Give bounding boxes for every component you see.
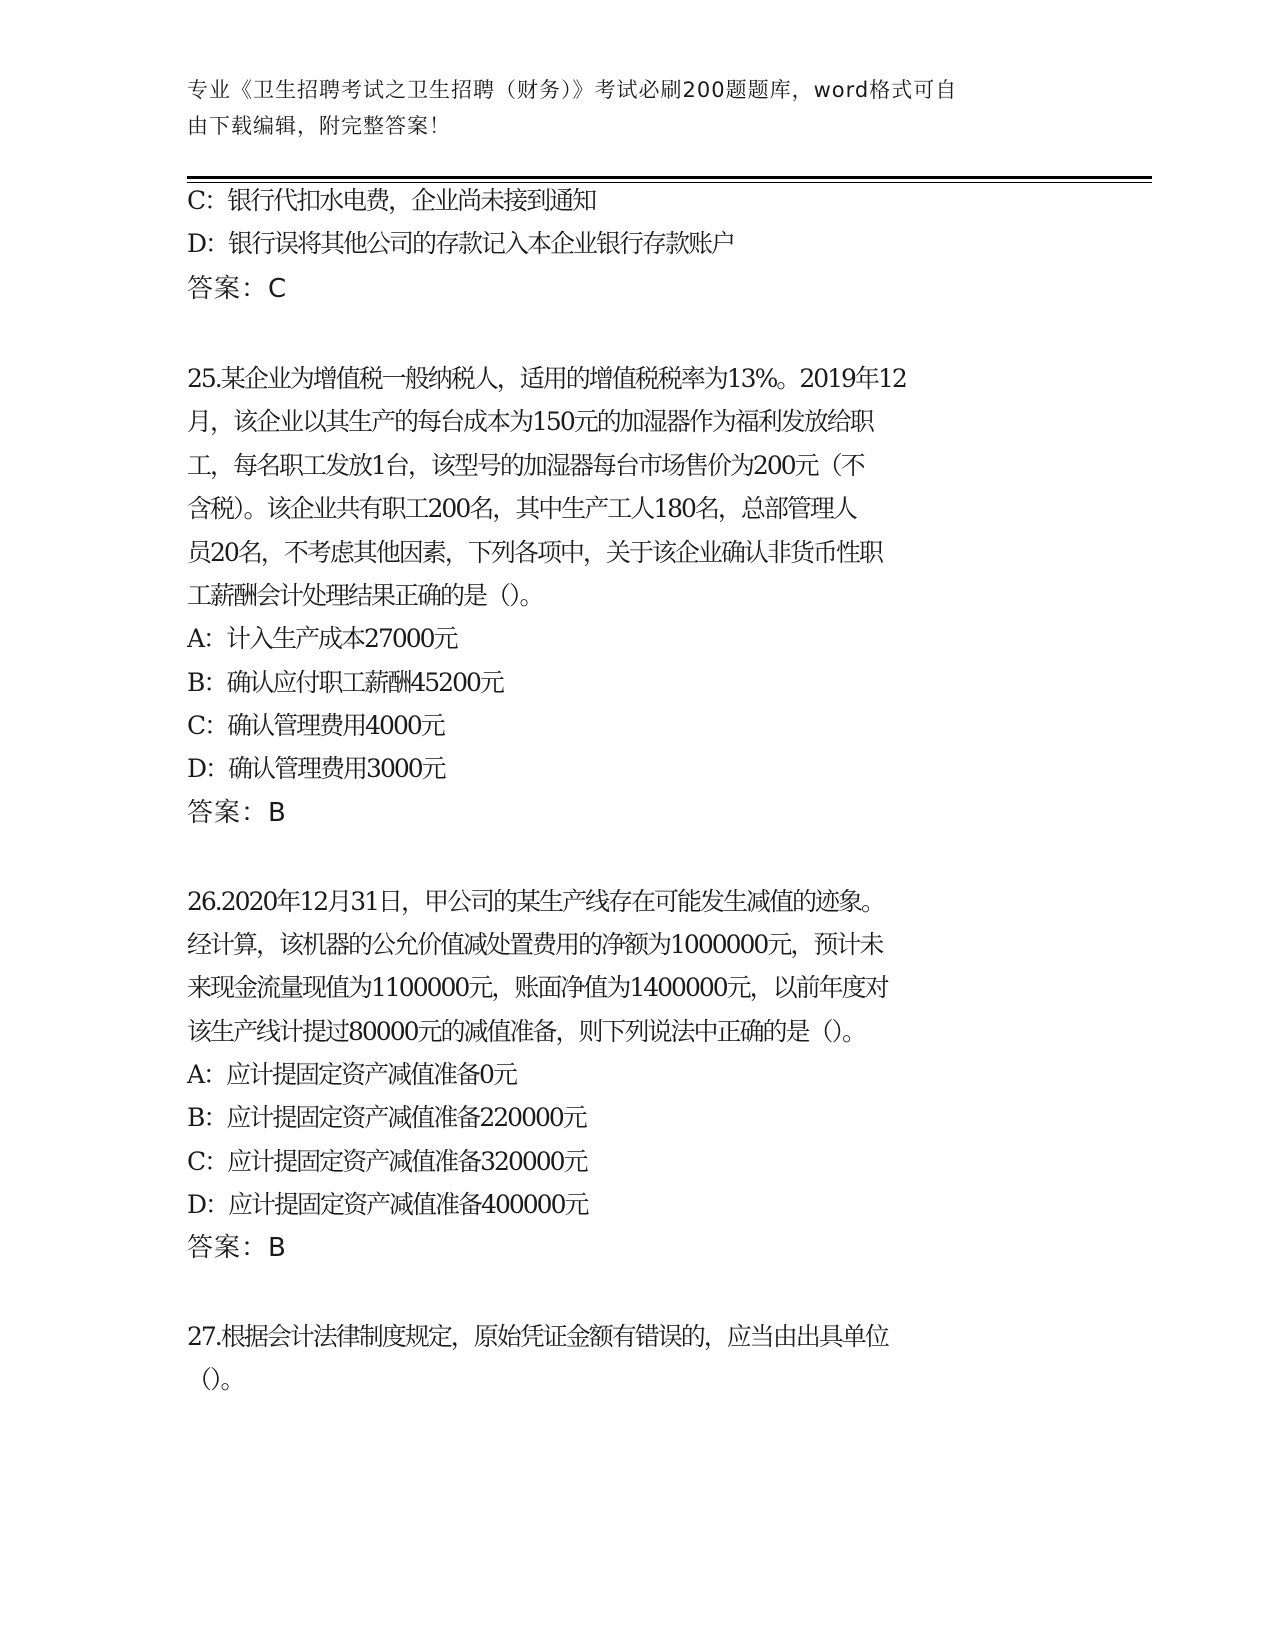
- q25-line-2: 月，该企业以其生产的每台成本为150元的加湿器作为福利发放给职: [187, 407, 873, 436]
- q25-option-b: B：确认应付职工薪酬45200元: [187, 668, 503, 697]
- q26-option-b: B：应计提固定资产减值准备220000元: [187, 1103, 586, 1132]
- prev-answer: [187, 272, 287, 306]
- answer-value: C: [268, 274, 288, 304]
- q25-option-a: A：计入生产成本27000元: [187, 624, 457, 653]
- answer-value: B: [268, 798, 287, 828]
- q25-option-d: D：确认管理费用3000元: [187, 754, 445, 783]
- header-rule-thick: [187, 176, 1152, 179]
- q26-line-1: 26.2020年12月31日，甲公司的某生产线存在可能发生减值的迹象。: [187, 887, 885, 916]
- q26-line-3: 来现金流量现值为1100000元，账面净值为1400000元，以前年度对: [187, 973, 888, 1002]
- q25-answer: [187, 796, 287, 830]
- header-rule-thin: [187, 182, 1152, 183]
- header-line-2: 由下载编辑，附完整答案！: [187, 114, 451, 138]
- q27-line-2: （）。: [187, 1365, 244, 1394]
- document-header: [187, 72, 1087, 144]
- q25-line-5: 员20名，不考虑其他因素，下列各项中，关于该企业确认非货币性职: [187, 538, 882, 567]
- answer-label: 答案：: [187, 274, 269, 304]
- prev-option-d: D：银行误将其他公司的存款记入本企业银行存款账户: [187, 229, 735, 258]
- q25-line-1: 25.某企业为增值税一般纳税人，适用的增值税税率为13%。2019年12: [187, 364, 906, 393]
- q26-line-2: 经计算，该机器的公允价值减处置费用的净额为1000000元，预计未: [187, 930, 883, 959]
- answer-label: 答案：: [187, 798, 269, 828]
- q26-line-4: 该生产线计提过80000元的减值准备，则下列说法中正确的是（）。: [187, 1017, 866, 1046]
- q25-line-4: 含税）。该企业共有职工200名，其中生产工人180名，总部管理人: [187, 494, 856, 523]
- header-line-1: 专业《卫生招聘考试之卫生招聘（财务）》考试必刷200题题库，word格式可自: [187, 78, 958, 102]
- q25-line-6: 工薪酬会计处理结果正确的是（）。: [187, 581, 543, 610]
- answer-value: B: [268, 1233, 287, 1263]
- q26-option-a: A：应计提固定资产减值准备0元: [187, 1060, 516, 1089]
- q25-option-c: C：确认管理费用4000元: [187, 711, 444, 740]
- q27-line-1: 27.根据会计法律制度规定，原始凭证金额有错误的，应当由出具单位: [187, 1322, 888, 1351]
- prev-option-c: C：银行代扣水电费，企业尚未接到通知: [187, 186, 596, 215]
- q26-option-c: C：应计提固定资产减值准备320000元: [187, 1147, 587, 1176]
- q26-option-d: D：应计提固定资产减值准备400000元: [187, 1190, 588, 1219]
- q26-answer: [187, 1231, 287, 1265]
- answer-label: 答案：: [187, 1233, 269, 1263]
- q25-line-3: 工，每名职工发放1台，该型号的加湿器每台市场售价为200元（不: [187, 451, 864, 480]
